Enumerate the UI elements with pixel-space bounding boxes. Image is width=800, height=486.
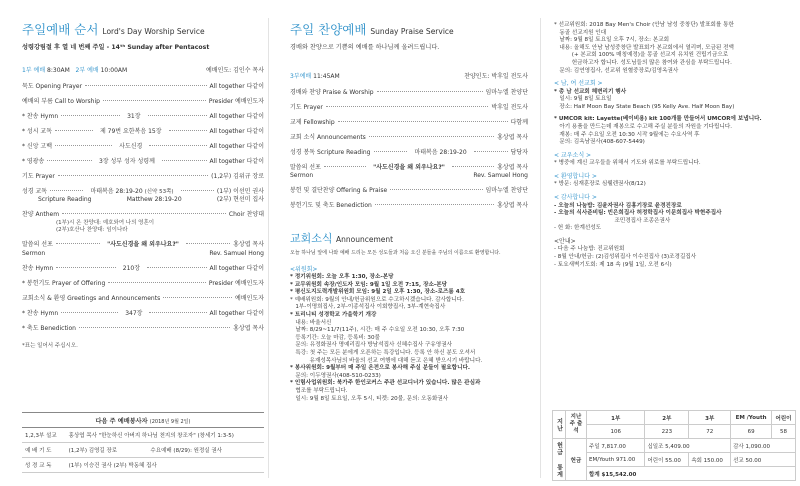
anthem-row	[22, 210, 264, 220]
worship-title-ko: 주일예배 순서	[22, 22, 99, 37]
sermon-preacher: 홍상엽 목사	[233, 241, 264, 248]
order-item-middle: 사도신경	[119, 142, 143, 150]
notice-line: 헌금하고자 합니다. 성도님들의 많은 참여와 관심을 부탁드립니다.	[554, 59, 732, 66]
order-item-role: All together 다같이	[209, 127, 264, 135]
anthem-right: Choir 찬양대	[228, 211, 264, 218]
servants-caption-text: 다음 주 예배봉사자	[95, 417, 148, 425]
praise-title	[290, 22, 528, 40]
order-item-middle: 마태복음 28:19-20	[414, 148, 467, 156]
order-item-role: 담당자	[510, 148, 529, 156]
praise-sermon-preacher: 홍상엽 목사	[497, 163, 528, 171]
offer-hist-label: 헌금	[566, 439, 587, 481]
servant-key: 성 경 교 독	[22, 458, 66, 473]
order-item	[290, 201, 528, 211]
order-item	[22, 142, 264, 152]
order-item-role: Presider 예배인도자	[208, 279, 264, 287]
order-item-label: * 봉헌기도 Prayer of Offering	[22, 279, 106, 287]
sermon-row	[22, 240, 264, 250]
order-item-role: 홍상엽 목사	[497, 202, 528, 209]
praise-title-ko: 주일 찬양예배	[290, 22, 367, 37]
order-item	[290, 103, 528, 113]
notice-line: 재봉: 매 주 수요일 오전 10:30 시작 9월에는 수요사역 후	[554, 131, 700, 138]
order-item	[290, 133, 528, 143]
order-item-label: * 찬송 Hymn	[22, 112, 59, 120]
notice-line: * 선교위원회: 2018 Bay Men's Choir (안남 남성 중창단) 발표회를 통한	[554, 22, 734, 28]
praise-column	[268, 0, 540, 486]
praise-time-label: 3부예배	[290, 73, 312, 80]
anthem-1: (1부)시 온 찬양대: 예호와여 나의 영혼이	[56, 219, 155, 226]
table-row	[22, 458, 264, 473]
order-item	[22, 112, 264, 122]
order-item-label: 경배와 찬양 Praise & Worship	[290, 88, 374, 96]
mission-notice	[554, 22, 798, 75]
offer-r1-1: 주일 7,817.00	[587, 439, 645, 453]
notice-line: 날짜: 9월 8일 토요일 오후 7시, 장소: 본교회	[554, 37, 670, 44]
order-item-middle: 3장 성부 성자 성령께	[98, 157, 155, 165]
order-item-role: 임마누엘 찬양단	[485, 88, 528, 96]
welcome-text: * 방문: 심재훈장로 심웰렌권사(8/12)	[554, 181, 646, 188]
order-item-role: All together 다같이	[209, 112, 265, 120]
praise-sermon-preacher-en: Rev. Samuel Hong	[473, 172, 528, 179]
val-5: 58	[772, 425, 796, 439]
praise-sermon-row-en	[290, 172, 528, 181]
sermon-label: 말씀의 선포	[22, 241, 53, 248]
table-row	[22, 428, 264, 443]
notice-line: (+ 본교회 100% 매칭예정)을 몽골 선교지 유치원 건립기금으로	[554, 52, 729, 59]
order-item-label: * 찬송 Hymn	[22, 309, 59, 317]
servant-key: 예 배 기 도	[22, 443, 66, 458]
order-item	[290, 118, 528, 128]
presider: 예배인도: 김인수 목사	[205, 67, 264, 74]
order-item-role: All together 다같이	[209, 82, 264, 90]
news-line: * 인험사업위원회: 북가주 한인코커스 주관 선교디너가 있습니다. 많은 관심과	[290, 380, 481, 387]
worship-column	[0, 0, 268, 486]
notice-line: * 총 남 선교회 헤변리기 행사	[554, 88, 627, 95]
thanks-head: < 감사합니다 >	[554, 194, 597, 201]
notice-line: - 오늘의 나눔밥: 김윤자권사 김홍기장로 윤경진장로	[554, 202, 682, 209]
servant-value: (1,2부) 김영길 장로	[66, 443, 148, 458]
sermon-preacher-en: Rev. Samuel Hong	[209, 249, 264, 257]
praise-order-list-2	[290, 186, 528, 216]
reading-who: (1부) 이선민 권사	[216, 187, 264, 195]
order-item	[290, 88, 528, 98]
attend-label-v: 지난	[553, 411, 566, 439]
guide-list	[554, 246, 798, 269]
order-item	[22, 309, 264, 319]
servants-date: (2018년 9월 2일)	[149, 418, 191, 425]
worship-subtitle: 성령강림절 후 열 네 번째 주일 - 14ᵗʰ Sunday after Pentacost	[22, 44, 210, 51]
val-2: 223	[645, 425, 689, 439]
order-item-role: 홍상엽 목사	[233, 324, 264, 332]
order-item-label: 교회 소식 Announcements	[290, 133, 366, 141]
order-item-label: 교회소식 & 환영 Greetings and Announcements	[22, 294, 161, 302]
order-item-role: 박후일 전도사	[491, 103, 528, 111]
news-line: 유재성목사님의 바울의 선교 여행에 대해 듣고 은혜 받으시기 바랍니다.	[290, 357, 483, 364]
praise-presider: 찬양인도: 박후일 전도사	[464, 73, 528, 80]
anthem-label: 찬양 Anthem	[22, 211, 60, 218]
order-item-label: 봉헌 및 결단찬양 Offering & Praise	[290, 187, 388, 194]
offer-r2-1: EM/Youth 971.00	[587, 453, 645, 467]
order-item-middle: 제 79번 요한복음 15장	[99, 127, 162, 135]
notice-line: - 오늘의 식사준비팀: 빈은희집사 허정학집사 이문희집사 박현주집사	[554, 210, 722, 217]
guide-head: <안내>	[554, 237, 576, 245]
members-head: < 교우소식 >	[554, 151, 592, 159]
offering-table	[552, 410, 796, 481]
order-item-label: * 성시 교독	[22, 127, 52, 135]
order-item-middle: 210장	[122, 264, 140, 272]
order-item-middle: 347장	[125, 309, 143, 317]
order-item	[22, 294, 264, 304]
news-line: 협조를 부탁드립니다.	[290, 388, 348, 394]
order-item-role: All together 다같이	[209, 309, 265, 317]
worship-title	[22, 22, 264, 40]
order-list-2	[22, 264, 264, 339]
notice-line: 문의: 김옥남권사(408-607-5449)	[554, 139, 645, 146]
order-item-label: * 축도 Benediction	[22, 324, 76, 332]
order-item-role: Presider 예배인도자	[208, 97, 264, 105]
notice-line: - 토요새벽기도회: 제 18 속 (9월 1일, 오전 6시)	[554, 261, 672, 268]
order-item-role: 다함께	[510, 118, 528, 126]
offer-r2-3: 속회 150.00	[689, 453, 731, 467]
order-item	[22, 324, 264, 334]
order-item	[22, 82, 264, 92]
anthem-2: (2부)호산나 찬양대: 임이나라	[56, 227, 128, 233]
order-item-label: 성경 봉독 Scripture Reading	[290, 148, 371, 156]
women-head: < 남, 여 선교회 >	[554, 80, 603, 88]
news-line: 문의: 유정화권사 명예리집사 방남석집사 신혜수집사 구유영권사	[290, 342, 453, 349]
order-item-label: 봉헌기도 및 축도 Benediction	[290, 202, 372, 209]
offer-r1-2: 십일조 5,409.00	[645, 439, 731, 453]
attend-label: 지난 주 출석	[566, 411, 587, 439]
sermon-title: "사도신경을 왜 외우나요?"	[107, 241, 179, 248]
servants-table	[22, 412, 264, 473]
news-line: 내용: 바울서신	[290, 319, 332, 326]
news-intro: 오늘 하나님 앞에 나와 예배 드리는 모든 성도들과 처음 오신 분들을 주님의 이름으로 환영합니다.	[290, 250, 501, 256]
reading-ref-en: Matthew 28:19-20	[126, 196, 182, 203]
news-line: * 교무위원회 속장/인도자 모임: 9월 1일 오전 7:15, 장소-본당	[290, 281, 448, 288]
order-item	[22, 279, 264, 289]
order-item	[290, 186, 528, 196]
order-item-role: All together 다같이	[209, 264, 265, 272]
order-item	[22, 97, 264, 107]
col-5: 어린이	[772, 411, 796, 425]
news-column-3	[540, 0, 800, 486]
praise-sermon-label: 말씀의 선포	[290, 163, 321, 171]
notice-line: 아기 용품을 만드는데 재봉으로 수고해 주실 분들의 자원을 기다립니다.	[554, 124, 733, 131]
notice-line: 일시: 9월 8일 토요일	[554, 96, 612, 103]
servant-key: 1,2,3부 설교	[22, 428, 66, 443]
order-list	[22, 82, 264, 187]
praise-title-en: Sunday Praise Service	[370, 27, 454, 36]
worship-title-en: Lord's Day Worship Service	[102, 27, 205, 36]
order-item	[22, 264, 264, 274]
reading-row-en	[22, 196, 264, 205]
order-item-label: * 영광송	[22, 157, 45, 165]
news-line: * 봉사위원회: 9월부터 매 주일 온전으로 봉사해 주실 분들이 필요합니다.	[290, 365, 471, 372]
order-item-role: All together 다같이	[209, 157, 265, 165]
umcor-list	[554, 116, 798, 146]
col-1: 1부	[587, 411, 645, 425]
notice-line: 장소: Half Moon Bay State Beach (95 Kelly Ave. Half Moon Bay)	[554, 103, 735, 110]
reading-who2: (2부) 현선미 집사	[216, 196, 264, 203]
notice-line: 문의: 김연영집사, 선교위 원혈중장로/김영옥권사	[554, 67, 679, 74]
thanks-list	[554, 203, 798, 233]
standing-note: *표는 일어서 주십시오.	[22, 342, 78, 349]
order-item-label: * 신앙 고백	[22, 142, 52, 150]
order-item-role: 홍상엽 목사	[497, 133, 528, 141]
service2-time: 10:00AM	[100, 67, 128, 74]
order-item	[22, 172, 264, 182]
sermon-en: Sermon	[22, 249, 46, 257]
praise-time-row	[290, 73, 528, 82]
praise-sermon-row	[290, 163, 528, 173]
news-line: 문의: 이두영권사(408-510-0233)	[290, 372, 381, 379]
news-list	[290, 274, 528, 403]
members-text: * 병중에 계신 교우들을 위해서 기도와 위로를 부탁드립니다.	[554, 160, 701, 167]
offer-r2-4: 선교 50.00	[731, 453, 796, 467]
offer-total: 합계 $15,542.00	[587, 467, 796, 481]
notice-line: - 8월 안내/헌금: (2)김성위집사 이수진집사 (3)조경길집사	[554, 253, 697, 260]
news-line: * 트리니티 성경학교 가을학기 개강	[290, 312, 377, 319]
service-times	[22, 67, 264, 76]
val-4: 69	[731, 425, 772, 439]
committee-head: <위원회>	[290, 265, 318, 273]
notice-line: 동골 선교지원 인대	[554, 29, 607, 36]
news-line: 날짜: 8/29~11/7(11주), 시간: 매 주 수요일 오전 10:30, 오후 7:30	[290, 327, 465, 334]
sermon-row-en	[22, 250, 264, 259]
news-line: 1부-이명희집사, 2부-이종석집사 이회향집사, 3부-계현숙집사	[290, 304, 446, 311]
col-2: 2부	[645, 411, 689, 425]
order-item-label: 기도 Prayer	[22, 172, 55, 180]
welcome-head: < 환영합니다 >	[554, 172, 597, 180]
notice-line: * UMCOR kit: Layette(베이비용) kit 100개를 만들어서 UMCOR에 보냅니다.	[554, 116, 762, 123]
col-4: EM /Youth	[731, 411, 772, 425]
order-item-role: All together 다같이	[209, 142, 265, 150]
servant-value: 홍상엽 목사 "한눈하신 아버지 하나님 천지의 창조자" (창세기 1:3-5)	[66, 428, 264, 443]
women-list	[554, 89, 798, 112]
order-item	[22, 157, 264, 167]
reading-en: Scripture Reading	[38, 196, 92, 203]
service1-label: 1부 예배	[22, 67, 46, 74]
order-item-role: 임마누엘 찬양단	[485, 187, 528, 194]
val-1: 106	[587, 425, 645, 439]
order-item-middle: 31장	[127, 112, 141, 120]
news-title-ko: 교회소식	[290, 232, 333, 245]
order-item-role: 예배인도자	[235, 294, 264, 302]
service2-label: 2부 예배	[75, 67, 99, 74]
news-line: * 평신도지도력개발위원회 모임: 9월 2일 오후 1:30, 장소-로즈룸 4호	[290, 289, 466, 296]
order-item-role: (1,2부) 김위규 장로	[211, 172, 264, 180]
servants-caption	[22, 413, 264, 428]
servant-value: (1부) 이승건 권사 (2부) 박동혜 집사	[66, 458, 264, 473]
reading-page: (신약 53쪽)	[144, 188, 174, 195]
table-row	[22, 443, 264, 458]
val-3: 72	[689, 425, 731, 439]
order-item-label: 묵도 Opening Prayer	[22, 82, 83, 90]
reading-label: 성경 교독	[22, 187, 48, 195]
offer-r2-2: 어린이 55.00	[645, 453, 689, 467]
order-item-label: 기도 Prayer	[290, 103, 323, 111]
notice-line: - 다음 주 나눔밥: 진교위원회	[554, 246, 625, 253]
praise-time: 11:45AM	[313, 73, 340, 80]
order-item-label: 찬송 Hymn	[22, 264, 54, 272]
praise-subtitle: 경배와 찬양으로 기쁨의 예배를 하나님께 올려드립니다.	[290, 44, 440, 51]
news-line: * 정기위원회: 오늘 오후 1:30, 장소-본당	[290, 274, 394, 281]
news-line: * 예배위원회: 9월의 안내/헌금위원으로 수고하시겠습니다. 감사합니다.	[290, 296, 464, 303]
notice-line: 내용: 올해도 안남 남성중창단 발표회가 본교회에서 열리며, 모금된 전액	[554, 44, 734, 51]
service1-time: 8:30AM	[47, 67, 70, 74]
offer-label: 헌금 통계	[553, 439, 566, 481]
news-line: 일시: 9월 8일 토요일, 오후 5시, 티켓: 20불, 문의: 오동화권사	[290, 395, 449, 402]
servant-value-2: 수요예배 (8/29): 원정실 권사	[147, 443, 264, 458]
order-item-label: 교제 Fellowship	[290, 118, 335, 126]
reading-row	[22, 187, 264, 197]
offer-r1-3: 감사 1,090.00	[731, 439, 796, 453]
news-title-en: Announcement	[336, 235, 394, 244]
col-3: 3부	[689, 411, 731, 425]
praise-sermon-en: Sermon	[290, 172, 314, 179]
order-item	[290, 148, 528, 158]
news-title	[290, 232, 528, 247]
news-line: 특강: 첫 주는 모든 분에게 오픈하는 특강입니다. 등록 안 하신 분도 오셔서	[290, 350, 476, 357]
news-line: 등록기간: 오늘 마감, 등록비: 30불	[290, 334, 380, 341]
praise-sermon-title: "사도신경을 왜 외우나요?"	[373, 163, 445, 171]
order-item	[22, 127, 264, 137]
order-item-label: 예배의 부름 Call to Worship	[22, 97, 100, 105]
reading-ref: 마태복음 28:19-20	[90, 187, 143, 195]
notice-line: - 헌 화: 한계선성도	[554, 225, 602, 232]
praise-order-list	[290, 88, 528, 163]
notice-line: 조민경집사 조종은권사	[554, 217, 671, 224]
